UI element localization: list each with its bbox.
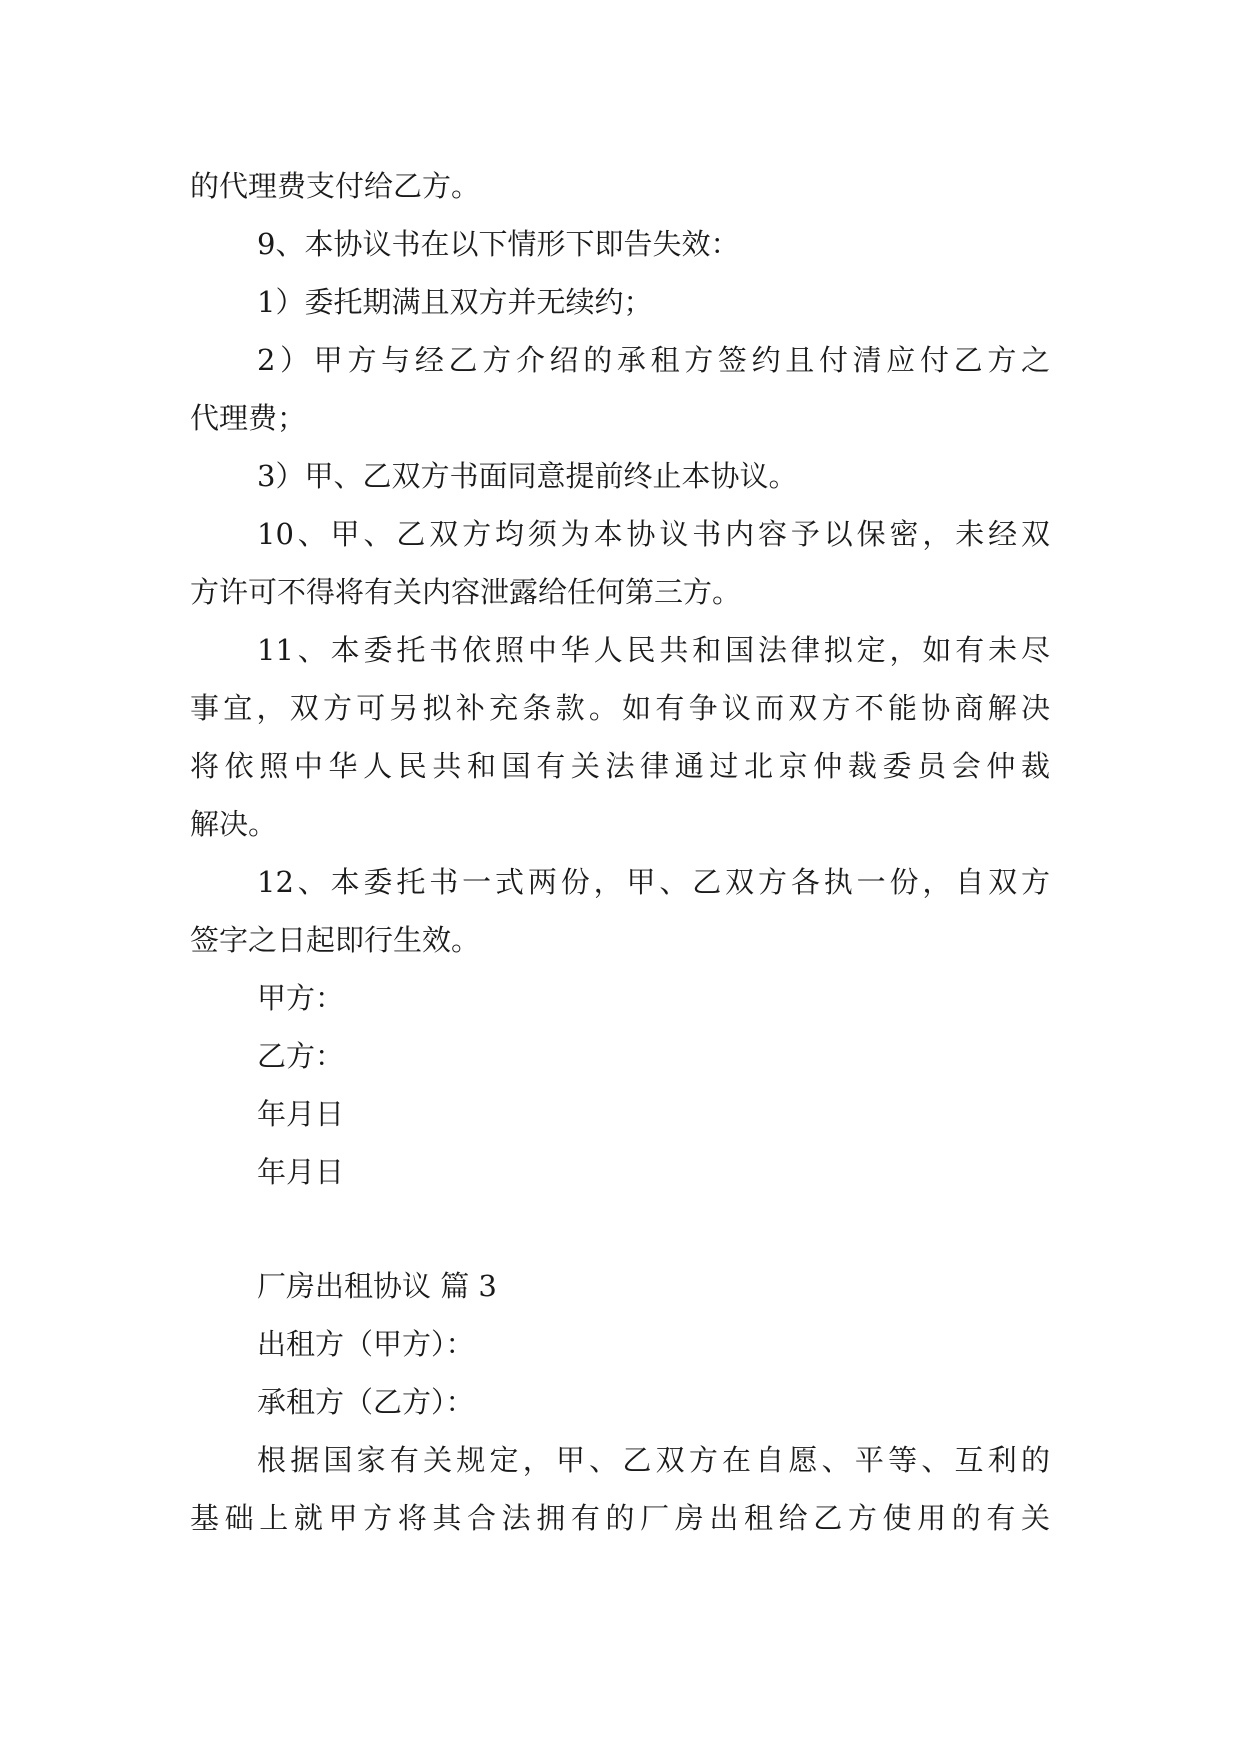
party-b-signature: 乙方：	[257, 1039, 345, 1073]
lessor-line: 出租方（甲方）：	[257, 1327, 475, 1361]
clause-9-heading: 9、本协议书在以下情形下即告失效：	[257, 227, 740, 261]
clause-12: 12、本委托书一式两份，甲、乙双方各执一份，自双方	[257, 865, 1050, 899]
signature-date: 年月日	[257, 1097, 345, 1131]
clause-11-continued: 将依照中华人民共和国有关法律通过北京仲裁委员会仲裁	[190, 749, 1050, 783]
signature-date: 年月日	[257, 1155, 345, 1189]
clause-9-item-1: 1）委托期满且双方并无续约；	[257, 285, 653, 319]
preamble: 根据国家有关规定，甲、乙双方在自愿、平等、互利的	[257, 1443, 1050, 1477]
preamble-continued: 基础上就甲方将其合法拥有的厂房出租给乙方使用的有关	[190, 1501, 1050, 1535]
section-title: 厂房出租协议 篇 3	[257, 1269, 497, 1303]
party-a-signature: 甲方：	[257, 981, 345, 1015]
lessee-line: 承租方（乙方）：	[257, 1385, 475, 1419]
clause-9-item-3: 3）甲、乙双方书面同意提前终止本协议。	[257, 459, 798, 493]
clause-11: 11、本委托书依照中华人民共和国法律拟定，如有未尽	[257, 633, 1050, 667]
clause-9-item-2-continued: 代理费；	[190, 401, 307, 435]
paragraph-line: 的代理费支付给乙方。	[190, 169, 481, 203]
clause-9-item-2: 2）甲方与经乙方介绍的承租方签约且付清应付乙方之	[257, 343, 1050, 377]
clause-10: 10、甲、乙双方均须为本协议书内容予以保密，未经双	[257, 517, 1050, 551]
clause-12-continued: 签字之日起即行生效。	[190, 923, 481, 957]
clause-10-continued: 方许可不得将有关内容泄露给任何第三方。	[190, 575, 742, 609]
clause-11-continued: 解决。	[190, 807, 278, 841]
clause-11-continued: 事宜，双方可另拟补充条款。如有争议而双方不能协商解决	[190, 691, 1050, 725]
